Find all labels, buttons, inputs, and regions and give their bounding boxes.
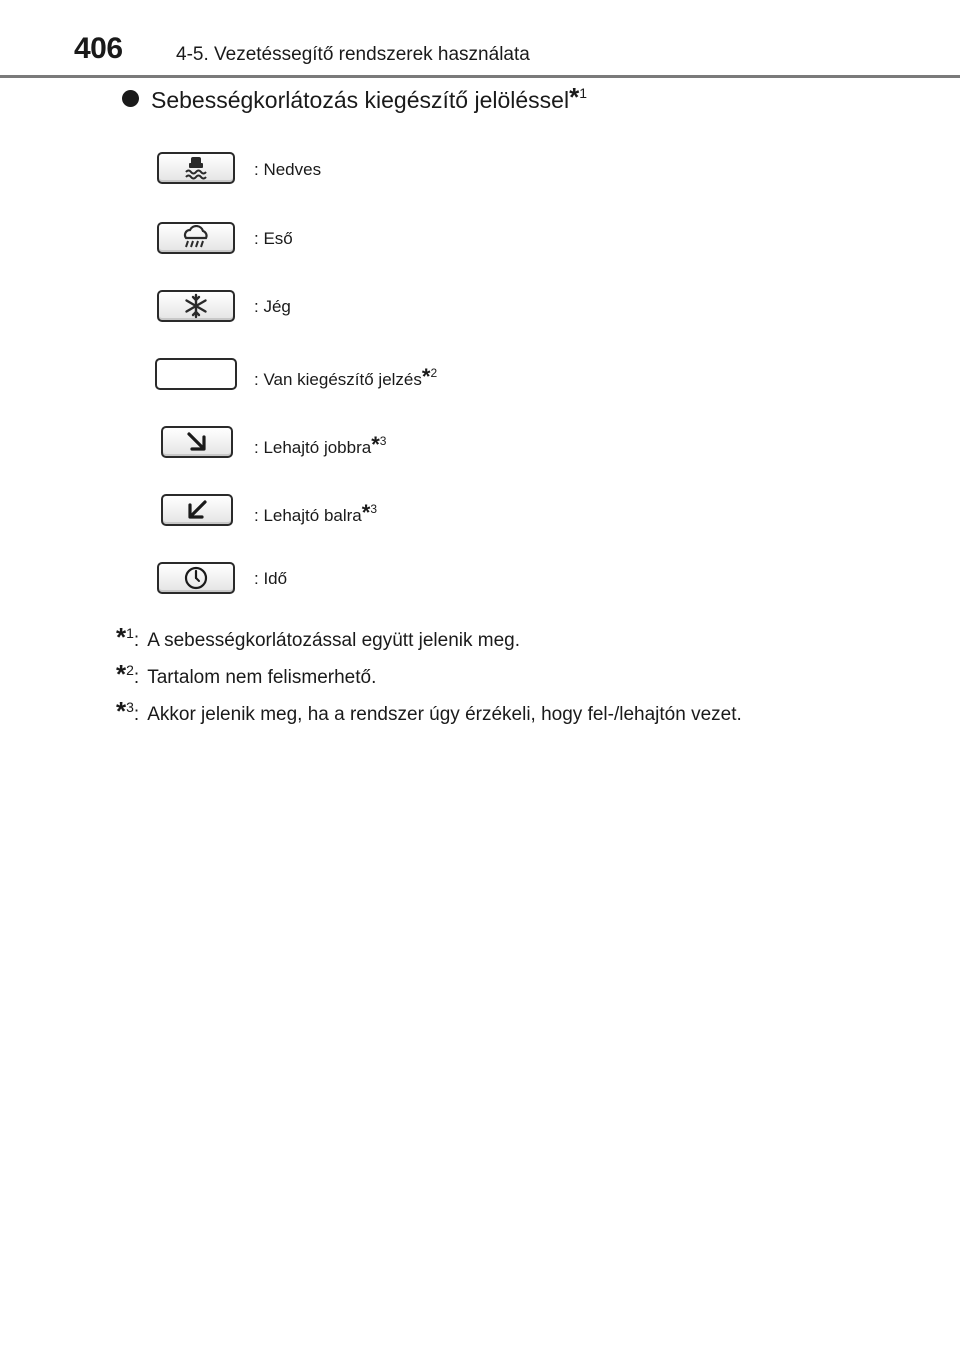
- footnote-mark: *1: [116, 622, 134, 652]
- chapter-title: 4-5. Vezetéssegítő rendszerek használata: [176, 44, 530, 65]
- rain-icon: [157, 222, 235, 254]
- footnote-ref: *1: [569, 82, 587, 112]
- footnote-2: $^{*2}$: Tartalom nem felismerhető.: [116, 659, 377, 689]
- indicator-label: : Van kiegészítő jelzés$^{*2}$: [254, 364, 438, 389]
- footnote-3: $^{*3}$: Akkor jelenik meg, ha a rendszer úgy érzékeli, hogy fel-/lehajtón vezet.: [116, 696, 742, 726]
- snowflake-icon: [157, 290, 235, 322]
- indicator-row-wet: [0, 152, 960, 192]
- indicator-row-additional: [0, 358, 960, 398]
- bullet-icon: [122, 90, 139, 107]
- indicator-label: : Nedves: [254, 160, 322, 179]
- indicator-row-exit-right: [0, 426, 960, 466]
- footnote-text: Akkor jelenik meg, ha a rendszer úgy érzékeli, hogy fel-/lehajtón vezet.: [147, 704, 742, 725]
- page-header: [0, 0, 960, 80]
- indicator-row-ice: [0, 290, 960, 330]
- section-heading-text: Sebességkorlátozás kiegészítő jelöléssel: [151, 87, 570, 113]
- header-divider: [0, 75, 960, 78]
- indicator-label: : Lehajtó balra$^{*3}$: [254, 500, 377, 525]
- indicator-row-rain: [0, 222, 960, 262]
- page-number: 406: [74, 32, 123, 65]
- wet-road-icon: [157, 152, 235, 184]
- footnote-text: Tartalom nem felismerhető.: [147, 667, 377, 688]
- footnote-ref: *3: [371, 432, 387, 457]
- indicator-label: : Jég: [254, 297, 291, 316]
- arrow-down-left-icon: [161, 494, 233, 526]
- arrow-down-right-icon: [161, 426, 233, 458]
- footnote-1: $^{*1}$: A sebességkorlátozással együtt jelenik meg.: [116, 622, 521, 652]
- footnote-mark: *3: [116, 696, 134, 726]
- indicator-row-exit-left: [0, 494, 960, 534]
- footnote-ref: *2: [421, 364, 438, 389]
- footnote-mark: *2: [116, 659, 134, 689]
- footnote-text: A sebességkorlátozással együtt jelenik meg.: [147, 630, 521, 651]
- section-heading: [122, 84, 587, 115]
- indicator-label: : Eső: [254, 229, 293, 248]
- indicator-label: : Lehajtó jobbra$^{*3}$: [254, 432, 387, 457]
- indicator-row-time: [0, 562, 960, 602]
- footnote-ref: *3: [361, 500, 377, 525]
- indicator-label: : Idő: [254, 569, 288, 588]
- blank-sign-icon: [155, 358, 237, 390]
- clock-icon: [157, 562, 235, 594]
